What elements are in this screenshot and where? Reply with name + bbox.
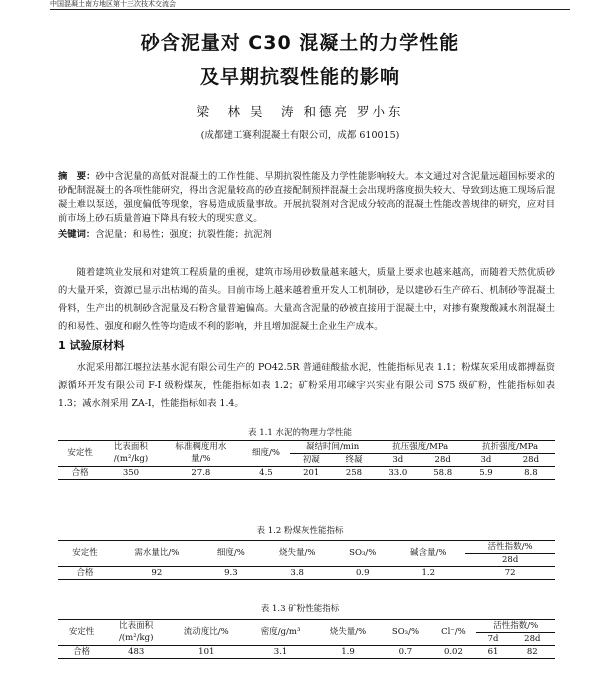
table1-header-fineness: 细度/%	[242, 441, 290, 467]
table1-header-setting: 凝结时间/min	[290, 441, 376, 454]
table-cell: 3.8	[260, 567, 334, 580]
table-cell: 258	[333, 467, 376, 480]
table1-header-flex-28d: 28d	[507, 454, 555, 467]
table2-header-loss: 烧失量/%	[260, 541, 334, 567]
table1-header-surface: 比表面积	[102, 441, 160, 454]
table-cell: 201	[290, 467, 333, 480]
table-cell: 483	[105, 646, 167, 659]
table3-header-cl: Cl⁻/%	[430, 620, 476, 646]
table-cell: 5.9	[465, 467, 507, 480]
abstract	[58, 170, 555, 226]
table-cell: 合格	[58, 646, 105, 659]
flyash-properties-table	[58, 540, 555, 580]
table3-header-28d: 28d	[510, 633, 555, 646]
table2-header-water: 需水量比/%	[112, 541, 202, 567]
table1-header-water: 标准稠度用水	[160, 441, 242, 454]
table1-header-comp-28d: 28d	[420, 454, 465, 467]
affiliation: (成都建工赛利混凝土有限公司，成都 610015)	[200, 130, 400, 141]
table3-header-density: 密度/g/m³	[246, 620, 316, 646]
table3-header-so3: SO₃/%	[380, 620, 430, 646]
table-row	[58, 467, 555, 480]
keywords-text: 含泥量；和易性；强度；抗裂性能；抗泥剂	[95, 229, 272, 240]
table-cell: 0.9	[334, 567, 391, 580]
table-cell: 4.5	[242, 467, 290, 480]
table2-header-alkali: 碱含量/%	[391, 541, 465, 567]
table-cell: 101	[167, 646, 246, 659]
paper-title-line2: 及早期抗裂性能的影响	[199, 66, 400, 88]
table-cell: 3.1	[246, 646, 316, 659]
authors: 梁 林 吴 涛 和德亮 罗小东	[196, 104, 404, 119]
cement-properties-table	[58, 440, 555, 480]
keywords-label: 关键词：	[58, 229, 96, 240]
table-cell: 0.02	[430, 646, 476, 659]
table-row	[58, 646, 555, 659]
table3-header-loss: 烧失量/%	[316, 620, 381, 646]
table-cell: 8.8	[507, 467, 555, 480]
table1-header-final: 终凝	[333, 454, 376, 467]
running-header: 中国混凝土南方地区第十三次技术交流会	[50, 0, 570, 10]
table1-header-surface-unit: /(m²/kg)	[102, 454, 160, 467]
abstract-label: 摘 要：	[58, 171, 96, 182]
table1-header-water-unit: 量/%	[160, 454, 242, 467]
section-paragraph: 水泥采用都江堰拉法基水泥有限公司生产的 PO42.5R 普通硅酸盐水泥，性能指标见表 1.1；粉煤灰采用成都搏磊资源循环开发有限公司 F-I 级粉煤灰，性能指标如表 1.2；矿粉采用邛崃宇兴实业有限公司 S75 级矿粉，性能指标如表 1.3；减水剂采用 ZA-I，性能指标如表 1.4。	[58, 362, 555, 409]
table3-header-stability: 安定性	[58, 620, 105, 646]
table1-header-flex-3d: 3d	[465, 454, 507, 467]
table3-header-7d: 7d	[476, 633, 509, 646]
table-row	[58, 567, 555, 580]
table-cell: 1.2	[391, 567, 465, 580]
section-heading: 1 试验原材料	[58, 339, 125, 352]
table1-header-flexural: 抗折强度/MPa	[465, 441, 555, 454]
table-cell: 27.8	[160, 467, 242, 480]
table-cell: 合格	[58, 467, 102, 480]
table-cell: 92	[112, 567, 202, 580]
table-cell: 350	[102, 467, 160, 480]
table3-header-flow: 流动度比/%	[167, 620, 246, 646]
paper-title-line1: 砂含泥量对 C30 混凝土的力学性能	[140, 32, 460, 54]
table-cell: 61	[476, 646, 509, 659]
table1-caption: 表 1.1 水泥的物理力学性能	[248, 428, 352, 438]
keywords	[58, 228, 555, 241]
table1-header-stability: 安定性	[58, 441, 102, 467]
table2-header-activity: 活性指数/%	[465, 541, 555, 554]
table-cell: 33.0	[375, 467, 420, 480]
slag-properties-table	[58, 619, 555, 659]
table2-header-28d: 28d	[465, 554, 555, 567]
table1-header-initial: 初凝	[290, 454, 333, 467]
table2-header-so3: SO₃/%	[334, 541, 391, 567]
table-cell: 9.3	[202, 567, 261, 580]
table-cell: 82	[510, 646, 555, 659]
table3-caption: 表 1.3 矿粉性能指标	[260, 604, 340, 614]
abstract-text: 砂中含泥量的高低对混凝土的工作性能、早期抗裂性能及力学性能影响较大。本文通过对含泥量远超国标要求的砂配制混凝土的各项性能研究，得出含泥量较高的砂直接配制预拌混凝土会出现坍落度损失较大、导致到达施工现场后混凝土难以泵送，强度偏低等现象，容易造成质量事故。开展抗裂剂对含泥成分较高的混凝土性能改善规律的研究，应对目前市场上砂石质量普遍下降具有较大的现实意义。	[58, 171, 555, 224]
table-cell: 72	[465, 567, 555, 580]
table-cell: 合格	[58, 567, 112, 580]
table3-header-surface: 比表面积	[105, 620, 167, 633]
table2-header-fineness: 细度/%	[202, 541, 261, 567]
table-cell: 0.7	[380, 646, 430, 659]
table2-header-stability: 安定性	[58, 541, 112, 567]
table1-header-comp-3d: 3d	[375, 454, 420, 467]
table-cell: 1.9	[316, 646, 381, 659]
table2-caption: 表 1.2 粉煤灰性能指标	[256, 526, 344, 536]
table3-header-activity: 活性指数/%	[476, 620, 555, 633]
intro-paragraph: 随着建筑业发展和对建筑工程质量的重视，建筑市场用砂数量越来越大，质量上要求也越来越高，而随着天然优质砂的大量开采，资源已显示出枯竭的苗头。目前市场上越来越着重开发人工机制砂，是以建砂石生产碎石、机制砂等混凝土骨料，生产出的机制砂含泥量及石粉含量普遍偏高。大量高含泥量的砂被直接用于混凝土中，对掺有聚羧酸减水剂混凝土的和易性、强度和耐久性等均造成不利的影响，并且增加混凝土企业生产成本。	[58, 267, 555, 332]
table1-header-compressive: 抗压强度/MPa	[375, 441, 465, 454]
table-cell: 58.8	[420, 467, 465, 480]
table3-header-surface-unit: /(m²/kg)	[105, 633, 167, 646]
